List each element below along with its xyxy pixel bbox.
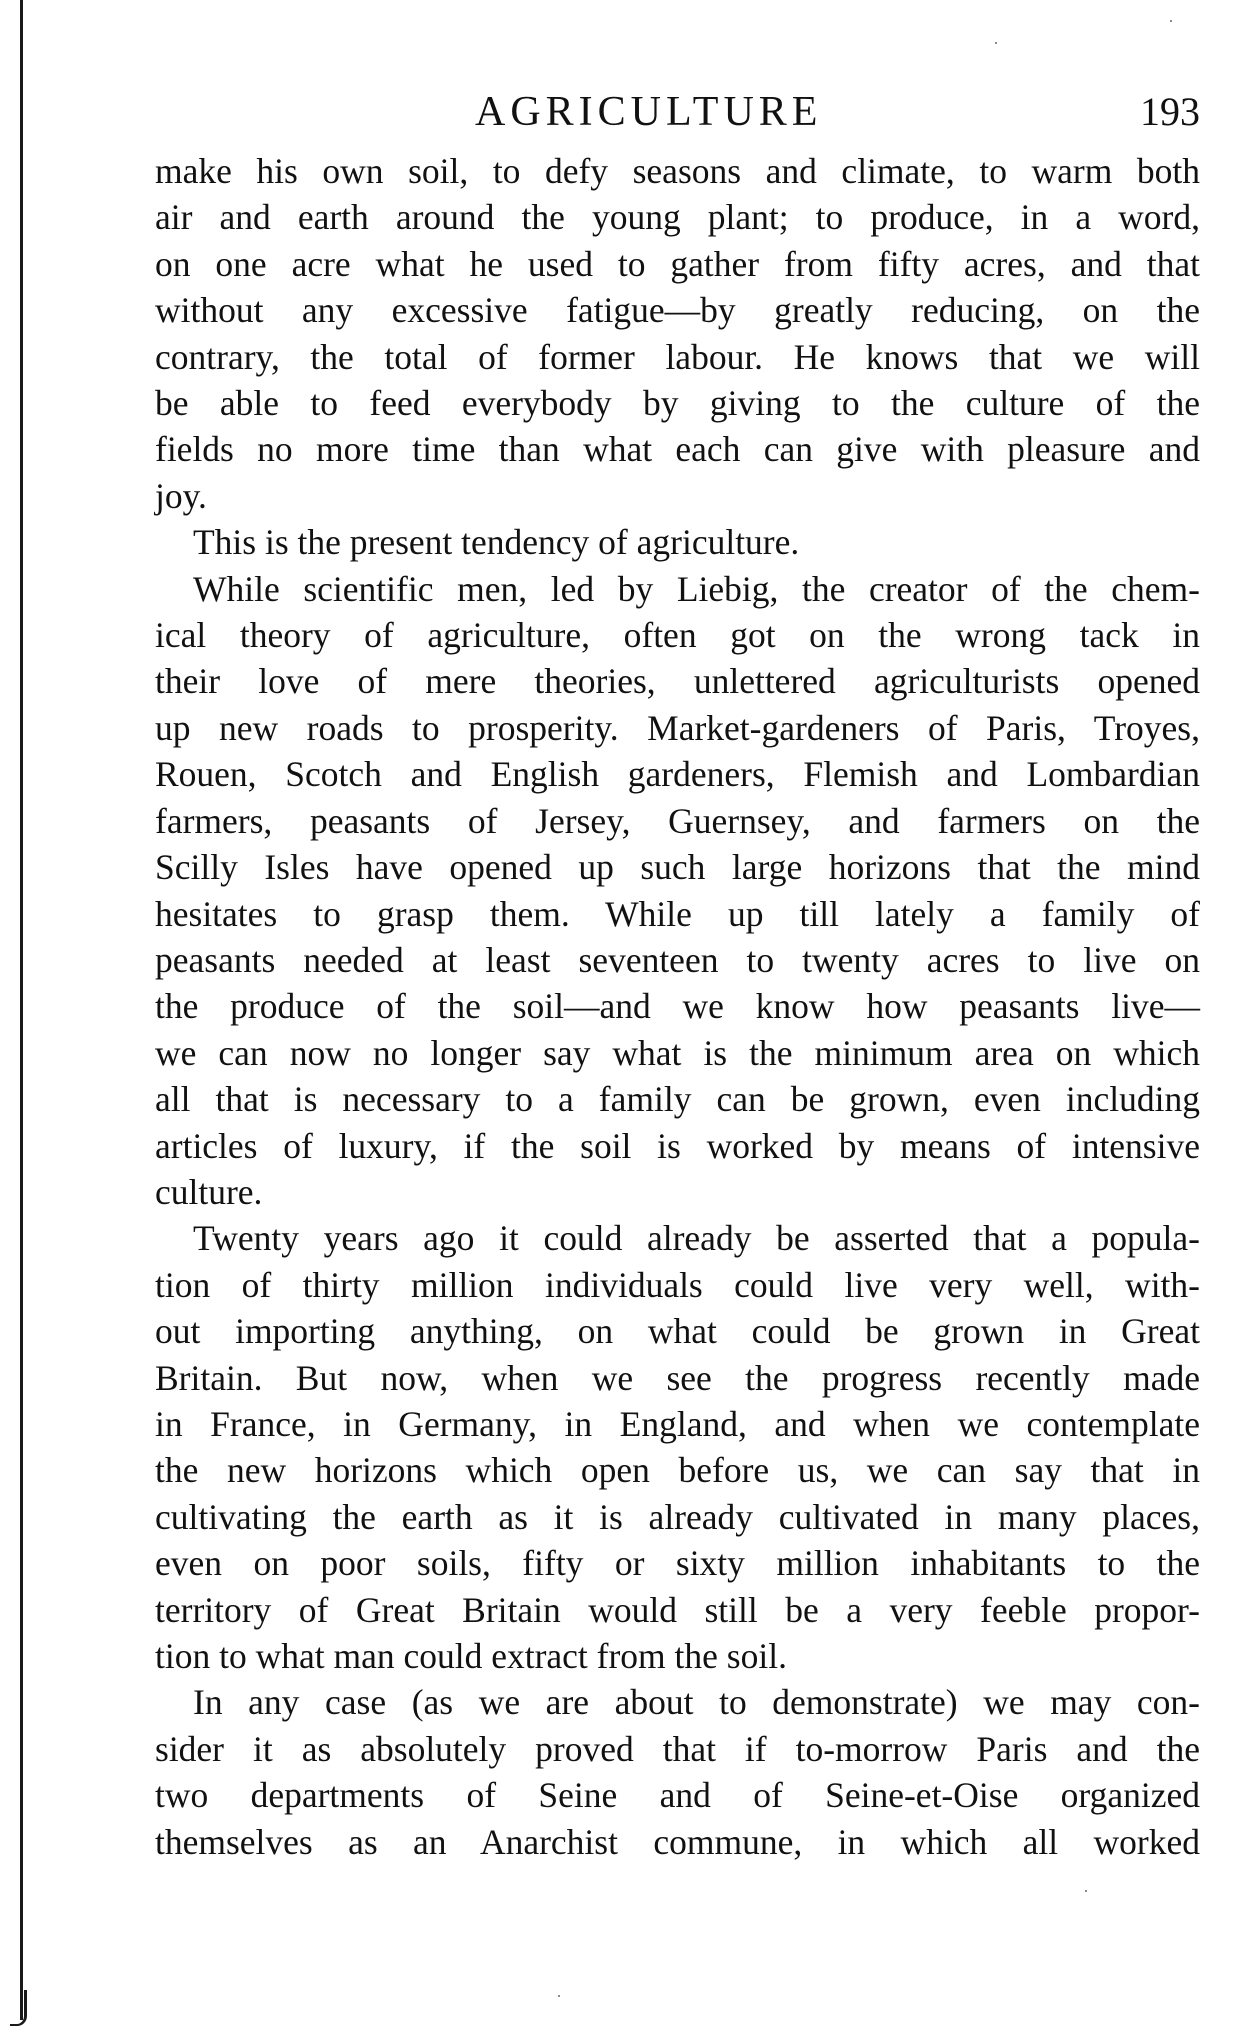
- text-line: air and earth around the young plant; to produce, in a word,: [155, 197, 1200, 238]
- paper-speck: [558, 1995, 560, 1997]
- running-head: AGRICULTURE: [475, 89, 823, 135]
- text-line: territory of Great Britain would still be a very feeble propor-: [155, 1589, 1200, 1630]
- text-line: fields no more time than what each can give with pleasure and: [155, 429, 1200, 470]
- paper-speck: [1085, 1890, 1087, 1892]
- text-line: the new horizons which open before us, we can say that in: [155, 1450, 1200, 1491]
- text-line: all that is necessary to a family can be grown, even including: [155, 1079, 1200, 1120]
- page-binding-edge: [20, 0, 23, 2020]
- text-line: the produce of the soil—and we know how peasants live—: [155, 986, 1200, 1027]
- page-number: 193: [1140, 89, 1200, 134]
- text-line: peasants needed at least seventeen to twenty acres to live on: [155, 939, 1200, 980]
- page-binding-curl: [10, 1990, 27, 2026]
- text-line: articles of luxury, if the soil is worked by means of intensive: [155, 1125, 1200, 1166]
- text-line: without any excessive fatigue—by greatly reducing, on the: [155, 290, 1200, 331]
- text-line: themselves as an Anarchist commune, in which all worked: [155, 1821, 1200, 1862]
- text-line: we can now no longer say what is the minimum area on which: [155, 1032, 1200, 1073]
- text-line: two departments of Seine and of Seine-et-Oise organized: [155, 1775, 1200, 1816]
- text-line: ical theory of agriculture, often got on the wrong tack in: [155, 615, 1200, 656]
- text-line: cultivating the earth as it is already cultivated in many places,: [155, 1496, 1200, 1537]
- paper-speck: [995, 42, 997, 44]
- text-line: out importing anything, on what could be grown in Great: [155, 1311, 1200, 1352]
- text-line: farmers, peasants of Jersey, Guernsey, and farmers on the: [155, 800, 1200, 841]
- text-line: Scilly Isles have opened up such large horizons that the mind: [155, 847, 1200, 888]
- text-line: tion to what man could extract from the soil.: [155, 1636, 787, 1676]
- text-line: be able to feed everybody by giving to the culture of the: [155, 383, 1200, 424]
- text-line: joy.: [155, 475, 207, 516]
- text-line: make his own soil, to defy seasons and climate, to warm both: [155, 151, 1200, 191]
- text-line: contrary, the total of former labour. He knows that we will: [155, 336, 1200, 377]
- page-header: [155, 82, 1200, 142]
- text-line: In any case (as we are about to demonstrate) we may con-: [193, 1682, 1200, 1723]
- text-line: in France, in Germany, in England, and when we contemplate: [155, 1403, 1200, 1444]
- text-line: tion of thirty million individuals could live very well, with-: [155, 1264, 1200, 1305]
- text-line: This is the present tendency of agriculture.: [193, 522, 800, 563]
- text-line: sider it as absolutely proved that if to-morrow Paris and the: [155, 1728, 1200, 1769]
- text-line: culture.: [155, 1171, 263, 1212]
- text-line: Britain. But now, when we see the progress recently made: [155, 1357, 1200, 1398]
- text-line: Twenty years ago it could already be asserted that a popula-: [193, 1218, 1200, 1259]
- body-text: [155, 148, 1200, 1865]
- text-line: up new roads to prosperity. Market-gardeners of Paris, Troyes,: [155, 707, 1200, 748]
- text-line: Rouen, Scotch and English gardeners, Flemish and Lombardian: [155, 754, 1200, 795]
- text-line: hesitates to grasp them. While up till lately a family of: [155, 893, 1200, 934]
- text-line: on one acre what he used to gather from fifty acres, and that: [155, 243, 1200, 284]
- paper-speck: [1170, 20, 1172, 22]
- text-line: their love of mere theories, unlettered agriculturists opened: [155, 661, 1200, 702]
- text-line: While scientific men, led by Liebig, the creator of the chem-: [193, 568, 1200, 609]
- text-line: even on poor soils, fifty or sixty million inhabitants to the: [155, 1543, 1200, 1584]
